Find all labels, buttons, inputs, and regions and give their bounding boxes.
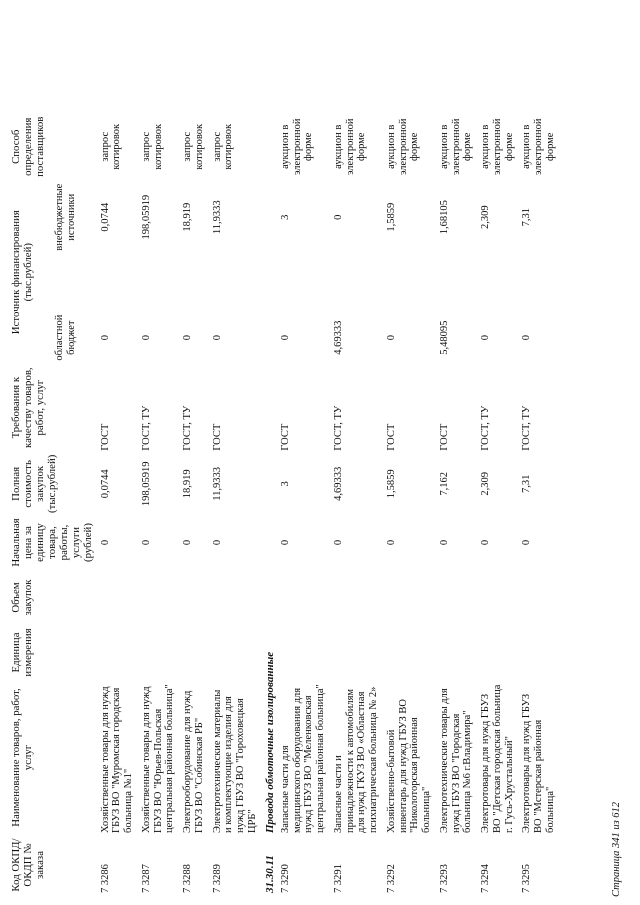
row-volume	[383, 570, 436, 625]
row-budget	[518, 253, 559, 313]
page-number: Страница 341 из 612	[611, 801, 622, 897]
row-name: Электротехнические материалы и комплектующие изделия для нужд ГБУЗ ВО "Гороховецкая ЦРБ"	[211, 689, 258, 833]
row-total: 7,162	[438, 472, 450, 496]
row-code: 7 3294	[480, 864, 492, 893]
row-name: Электротовары для нужд ГБУЗ ВО "Мстерская районная больница"	[521, 693, 556, 833]
row-extra: 7,31	[521, 208, 533, 227]
col-req: Требования к качеству товаров, работ, услуг	[10, 367, 47, 448]
row-name: Запасные части для медицинского оборудования для нужд ГБУЗ ВО "Меленковская центральная районная больница"	[279, 684, 327, 833]
row-method: запрос котировок	[99, 123, 123, 170]
row-budget	[97, 253, 138, 313]
row-req: ГОСТ, ТУ	[332, 405, 344, 451]
row-code: 7 3286	[99, 864, 111, 893]
row-code: 7 3290	[279, 864, 291, 893]
row-total: 3	[279, 481, 291, 487]
row-volume	[138, 570, 179, 625]
row-method: запрос котировок	[140, 123, 164, 170]
row-code: 7 3291	[332, 864, 344, 893]
row-method: запрос котировок	[211, 123, 235, 170]
row-regional: 0	[279, 335, 291, 341]
col-init-price: Начальная цена за единицу товара, работы, услуги (рублей)	[10, 518, 95, 567]
row-req: ГОСТ	[99, 423, 111, 451]
row-regional: 0	[480, 335, 492, 341]
row-regional: 0	[211, 335, 223, 341]
row-code: 7 3287	[140, 864, 152, 893]
row-method: аукцион в электронной форме	[332, 118, 368, 176]
row-method: аукцион в электронной форме	[385, 118, 421, 176]
row-req: ГОСТ	[211, 423, 223, 451]
row-extra: 18,919	[182, 202, 194, 232]
row-regional: 0	[140, 335, 152, 341]
row-req: ГОСТ, ТУ	[182, 405, 194, 451]
row-code: 7 3292	[385, 864, 397, 893]
row-init-price: 0	[140, 539, 152, 546]
col-method: Способ определения поставщиков	[10, 116, 47, 177]
row-regional: 0	[182, 335, 194, 341]
row-name: Электрооборудование для нужд ГБУЗ ВО "Собинская РБ"	[182, 690, 205, 833]
row-budget	[477, 253, 518, 313]
row-name: Электротовары для нужд ГБУЗ ВО "Детская городская больница г. Гусь-Хрустальный"	[480, 684, 515, 833]
row-unit	[277, 625, 330, 680]
row-unit	[209, 625, 262, 680]
row-code: 7 3295	[521, 864, 533, 893]
row-budget	[277, 253, 330, 313]
row-regional: 5,48095	[438, 320, 450, 355]
row-name: Хозяйственно-бытовой инвентарь для нужд ГБУЗ ВО "Николоторская районная больница"	[385, 699, 433, 833]
row-extra: 11,9333	[211, 200, 223, 235]
row-total: 18,919	[182, 469, 194, 499]
row-volume	[277, 570, 330, 625]
row-req: ГОСТ, ТУ	[140, 405, 152, 451]
table-row	[277, 112, 330, 895]
row-init-price: 0	[385, 539, 397, 546]
table-row	[477, 112, 518, 895]
section-code: 31.30.11	[263, 855, 276, 893]
table-row	[209, 112, 262, 895]
row-budget	[209, 253, 262, 313]
row-init-price: 0	[521, 539, 533, 546]
col-budget	[54, 253, 96, 313]
row-total: 7,31	[521, 474, 533, 494]
table-row	[97, 112, 138, 895]
section-title: Провода обмоточные изолированные	[263, 651, 276, 833]
row-req: ГОСТ	[279, 423, 291, 451]
row-req: ГОСТ, ТУ	[480, 405, 492, 451]
row-total: 4,69333	[332, 466, 344, 501]
row-init-price: 0	[182, 539, 194, 546]
row-regional: 0	[99, 335, 111, 341]
row-method: аукцион в электронной форме	[438, 118, 474, 176]
row-extra: 1,5859	[385, 202, 397, 232]
row-name: Электротехнические товары для нужд ГБУЗ ВО "Городская больница №6 г.Владимира"	[438, 688, 474, 833]
row-regional: 0	[385, 335, 397, 341]
col-unit: Единица измерения	[10, 628, 35, 677]
row-init-price: 0	[332, 539, 344, 546]
row-req: ГОСТ	[438, 423, 450, 451]
row-extra: 198,05919	[140, 194, 152, 240]
row-unit	[179, 625, 209, 680]
row-init-price: 0	[211, 539, 223, 546]
table-row	[436, 112, 477, 895]
row-extra: 2,309	[480, 205, 492, 230]
header-row	[8, 112, 54, 895]
row-volume	[477, 570, 518, 625]
table-row	[330, 112, 383, 895]
row-regional: 4,69333	[332, 320, 344, 355]
row-code: 7 3289	[211, 864, 223, 893]
row-name: Хозяйственные товары для нужд ГБУЗ ВО "Муромская городская больница №1"	[99, 686, 135, 833]
row-budget	[383, 253, 436, 313]
col-regional: областной бюджет	[54, 314, 78, 361]
row-init-price: 0	[438, 539, 450, 546]
col-extra: внебюджетные источники	[54, 183, 78, 251]
row-total: 1,5859	[385, 469, 397, 499]
row-unit	[138, 625, 179, 680]
row-req: ГОСТ	[385, 423, 397, 451]
row-volume	[179, 570, 209, 625]
row-code: 7 3288	[182, 864, 194, 893]
col-total: Полная стоимость закупок (тыс.рублей)	[10, 454, 59, 513]
row-total: 198,05919	[140, 461, 152, 507]
row-method: аукцион в электронной форме	[480, 118, 515, 176]
row-method: запрос котировок	[182, 123, 205, 170]
row-volume	[518, 570, 559, 625]
row-code: 7 3293	[438, 864, 450, 893]
row-extra: 0,0744	[99, 202, 111, 232]
row-volume	[436, 570, 477, 625]
col-code: Код ОКПД/ ОКДП № заказа	[10, 838, 47, 892]
row-method: аукцион в электронной форме	[521, 118, 556, 176]
row-volume	[330, 570, 383, 625]
row-total: 11,9333	[211, 466, 223, 501]
row-budget	[330, 253, 383, 313]
row-unit	[436, 625, 477, 680]
row-extra: 0	[332, 214, 344, 220]
section-row	[262, 112, 277, 895]
col-volume: Объем закупок	[10, 579, 35, 616]
table-row	[179, 112, 209, 895]
row-total: 0,0744	[99, 469, 111, 499]
table-row	[383, 112, 436, 895]
table-row	[138, 112, 179, 895]
row-method: аукцион в электронной форме	[279, 118, 315, 176]
table-row	[518, 112, 559, 895]
row-budget	[436, 253, 477, 313]
row-extra: 1,68105	[438, 200, 450, 235]
row-unit	[518, 625, 559, 680]
row-init-price: 0	[279, 539, 291, 546]
row-init-price: 0	[480, 539, 492, 546]
procurement-table	[8, 112, 560, 895]
row-budget	[179, 253, 209, 313]
row-unit	[477, 625, 518, 680]
row-req: ГОСТ, ТУ	[521, 405, 533, 451]
col-source: Источник финансирования (тыс.рублей)	[10, 210, 35, 335]
row-unit	[383, 625, 436, 680]
row-volume	[209, 570, 262, 625]
col-name: Наименование товаров, работ, услуг	[10, 688, 35, 827]
row-volume	[97, 570, 138, 625]
row-name: Запасные части и принадлежности к автомобилям для нужд ГКУЗ ВО «Областная психиатрическая больница № 2»	[332, 686, 380, 833]
row-budget	[138, 253, 179, 313]
row-name: Хозяйственные товары для нужд ГБУЗ ВО "Юрьев-Польская центральная районная больница"	[140, 684, 176, 833]
row-total: 2,309	[480, 472, 492, 496]
row-regional: 0	[521, 335, 533, 341]
row-init-price: 0	[99, 539, 111, 546]
row-unit	[97, 625, 138, 680]
row-unit	[330, 625, 383, 680]
row-extra: 3	[279, 214, 291, 220]
